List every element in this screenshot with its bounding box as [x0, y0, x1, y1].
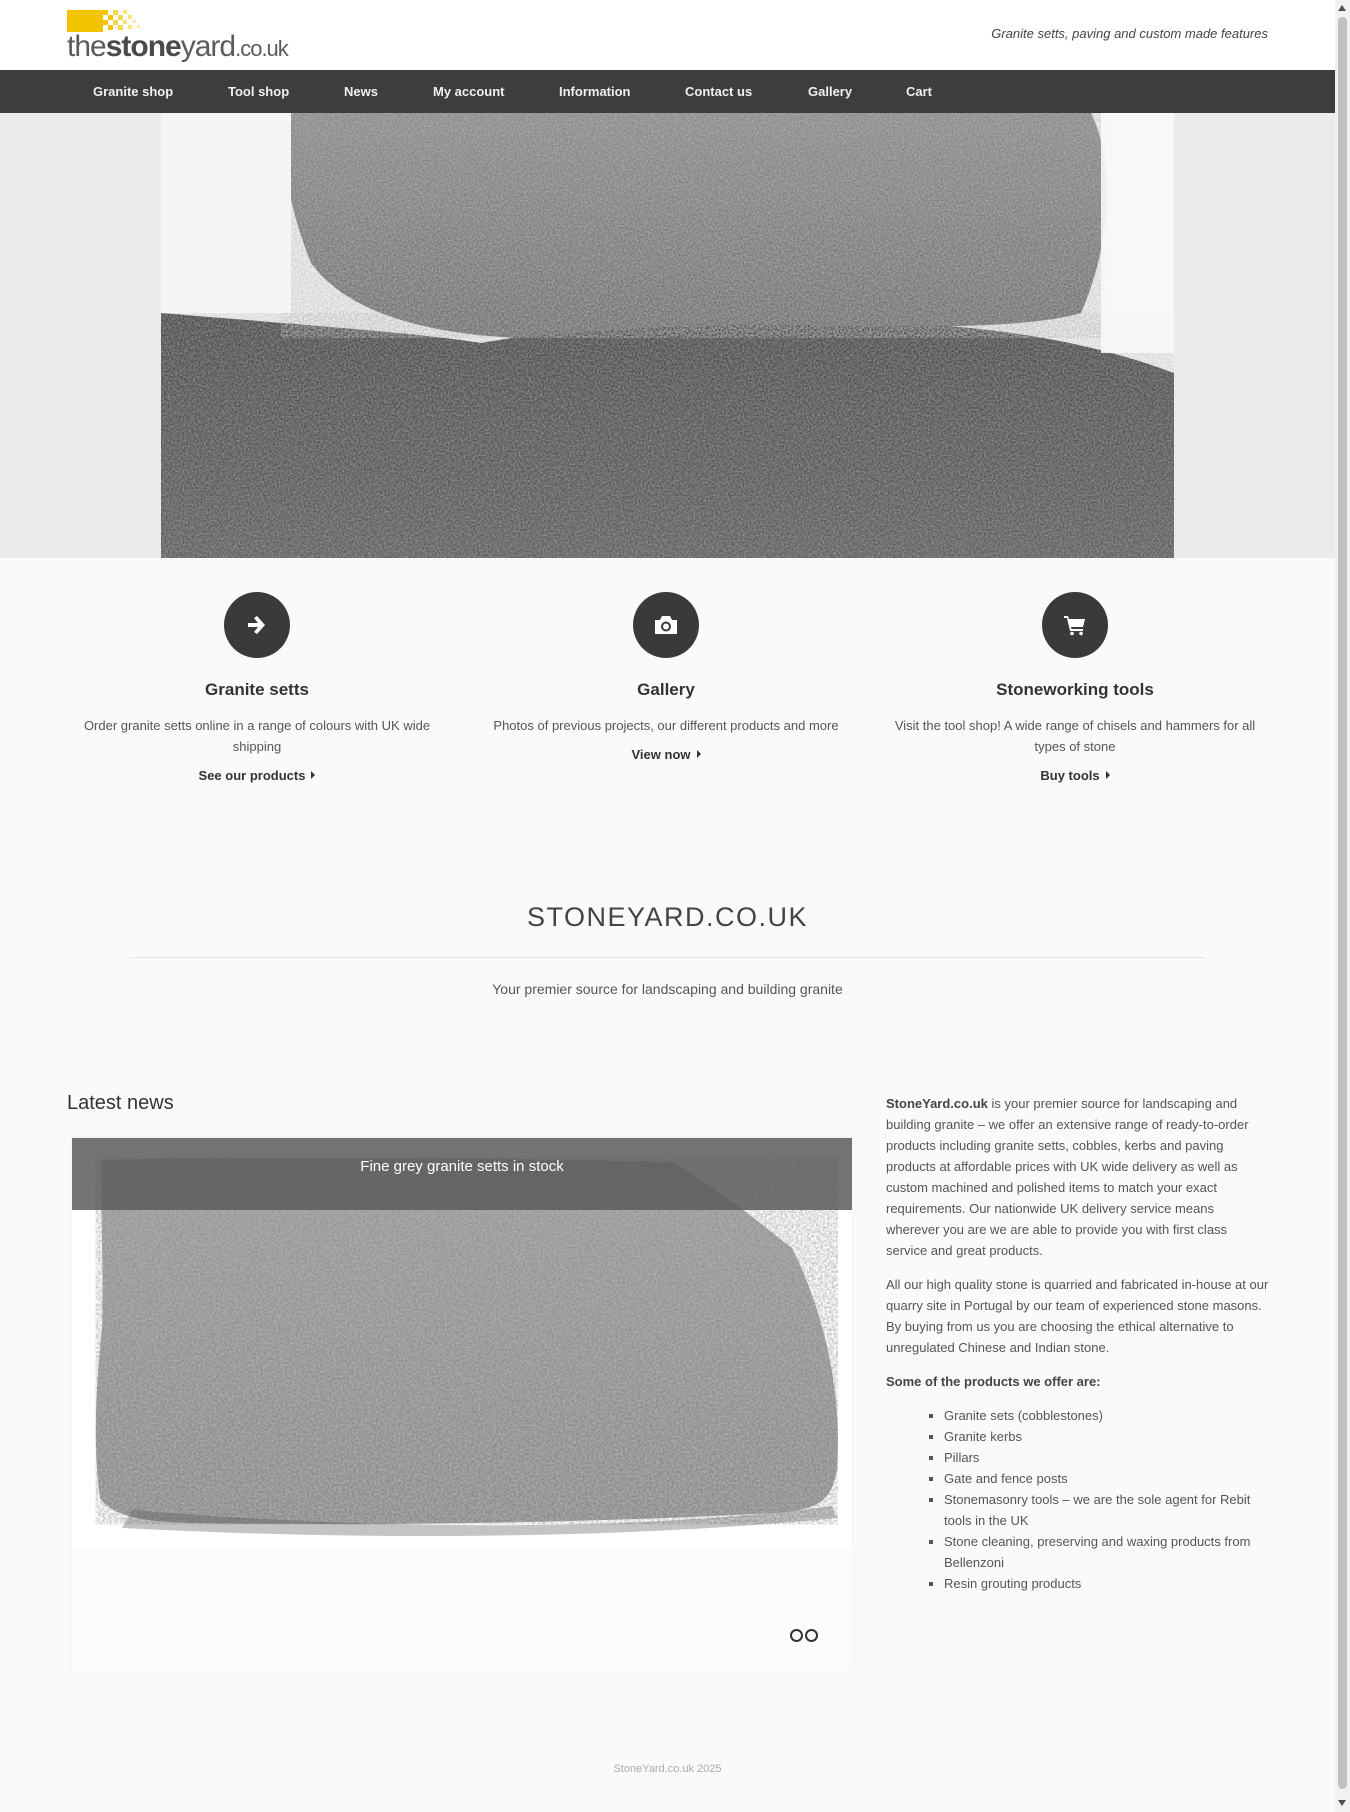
slider-dot[interactable]	[790, 1629, 803, 1642]
divider	[130, 957, 1205, 958]
latest-news-heading: Latest news	[67, 1092, 174, 1114]
arrow-right-icon[interactable]	[224, 592, 290, 658]
feature-description: Order granite setts online in a range of colours with UK wide shipping	[83, 718, 431, 754]
caret-right-icon	[1106, 771, 1110, 779]
news-slide-image[interactable]	[72, 1138, 852, 1548]
slider-pagination	[790, 1629, 820, 1645]
list-item: ▪ Gate and fence posts	[944, 1468, 1271, 1489]
cart-icon[interactable]	[1042, 592, 1108, 658]
nav-tool-shop[interactable]: Tool shop	[228, 84, 290, 99]
brand-name: StoneYard.co.uk	[886, 1096, 988, 1111]
slide-caption: Fine grey granite setts in stock	[72, 1138, 852, 1210]
products-list	[944, 1405, 1271, 1594]
products-heading: Some of the products we offer are:	[886, 1374, 1101, 1389]
nav-news[interactable]: News	[344, 84, 378, 99]
logo-checker-graphic	[67, 10, 147, 32]
hero-image	[161, 113, 1174, 558]
site-header	[0, 0, 1335, 70]
site-tagline: Granite setts, paving and custom made features	[991, 26, 1268, 41]
nav-contact-us[interactable]: Contact us	[685, 84, 753, 99]
news-slider[interactable]	[72, 1138, 852, 1671]
nav-information[interactable]: Information	[559, 84, 631, 99]
about-section	[886, 1093, 1271, 1594]
feature-gallery	[476, 592, 856, 764]
list-item: ▪ Stonemasonry tools – we are the sole agent for Rebit tools in the UK	[944, 1489, 1271, 1531]
scroll-up-arrow-icon[interactable]	[1338, 5, 1346, 11]
list-item: ▪ Pillars	[944, 1447, 1271, 1468]
list-item: ▪ Resin grouting products	[944, 1573, 1271, 1594]
nav-my-account[interactable]: My account	[433, 84, 505, 99]
about-paragraph: StoneYard.co.uk is your premier source for landscaping and building granite – we offer an extensive range of ready-to-order products including granite setts, cobbles, kerbs and paving products at affordable prices with UK wide delivery as well as custom machined and polished items to match your exact requirements. Our nationwide UK delivery service means wherever you are we are able to provide you with first class service and great products.	[886, 1096, 1249, 1258]
footer-copyright: StoneYard.co.uk 2025	[613, 1763, 722, 1775]
buy-tools-link[interactable]: Buy tools	[1040, 768, 1109, 783]
feature-granite-setts	[67, 592, 447, 785]
main-nav	[0, 70, 1335, 113]
list-item: ▪ Stone cleaning, preserving and waxing products from Bellenzoni	[944, 1531, 1271, 1573]
see-our-products-link[interactable]: See our products	[199, 768, 316, 783]
feature-stoneworking-tools	[885, 592, 1265, 785]
feature-title: Granite setts	[205, 680, 309, 699]
feature-title: Stoneworking tools	[996, 680, 1154, 699]
nav-granite-shop[interactable]: Granite shop	[93, 84, 174, 99]
slider-dot[interactable]	[805, 1629, 818, 1642]
feature-description: Visit the tool shop! A wide range of chisels and hammers for all types of stone	[894, 718, 1256, 754]
camera-icon[interactable]	[633, 592, 699, 658]
scrollbar-thumb[interactable]	[1338, 17, 1347, 1789]
scroll-down-arrow-icon[interactable]	[1338, 1800, 1346, 1806]
caret-right-icon	[697, 750, 701, 758]
feature-title: Gallery	[637, 680, 695, 699]
about-paragraph: All our high quality stone is quarried and fabricated in-house at our quarry site in Portugal by our team of experienced stone masons. By buying from us you are choosing the ethical alternative to unregulated Chinese and Indian stone.	[886, 1277, 1269, 1355]
logo-wordmark: thestoneyard.co.uk	[67, 30, 288, 63]
granite-stones-photo	[161, 113, 1174, 558]
view-now-link[interactable]: View now	[632, 747, 701, 762]
list-item: ▪ Granite kerbs	[944, 1426, 1271, 1447]
caret-right-icon	[311, 771, 315, 779]
nav-gallery[interactable]: Gallery	[808, 84, 853, 99]
site-subtitle: Your premier source for landscaping and building granite	[492, 981, 843, 997]
nav-cart[interactable]: Cart	[906, 84, 933, 99]
page-scrollbar[interactable]	[1335, 0, 1350, 1812]
site-logo[interactable]	[67, 10, 288, 63]
list-item: ▪ Granite sets (cobblestones)	[944, 1405, 1271, 1426]
feature-description: Photos of previous projects, our different products and more	[493, 718, 839, 733]
site-title: STONEYARD.CO.UK	[526, 902, 809, 932]
